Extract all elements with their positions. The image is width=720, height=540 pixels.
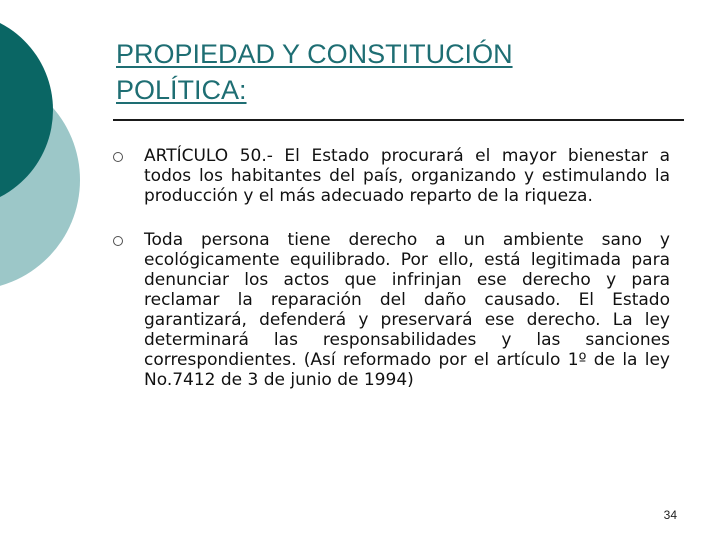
slide-title: [116, 36, 676, 108]
teal-circles-decoration: [0, 0, 110, 300]
hollow-circle-bullet-icon: [113, 236, 123, 246]
bullet-text: ARTÍCULO 50.- El Estado procurará el mayor bienestar a todos los habitantes del país, organizando y estimulando la producción y el más adecuado reparto de la riqueza.: [144, 146, 670, 206]
bullet-text: Toda persona tiene derecho a un ambiente sano y ecológicamente equilibrado. Por ello, está legitimada para denunciar los actos que infrinjan ese derecho y para reclamar la reparación del daño causado. El Estado garantizará, defenderá y preservará ese derecho. La ley determinará las responsabilidades y las sanciones correspondientes. (Así reformado por el artículo 1º de la ley No.7412 de 3 de junio de 1994): [144, 230, 670, 390]
bullet-item-article-50: [110, 146, 670, 206]
title-line-1: PROPIEDAD Y CONSTITUCIÓN: [116, 39, 513, 69]
title-divider: [113, 119, 684, 121]
bullet-item-environment: [110, 230, 670, 390]
hollow-circle-bullet-icon: [113, 152, 123, 162]
title-line-2: POLÍTICA:: [116, 75, 247, 105]
page-number: 34: [663, 508, 677, 522]
bullet-list: [110, 146, 670, 414]
